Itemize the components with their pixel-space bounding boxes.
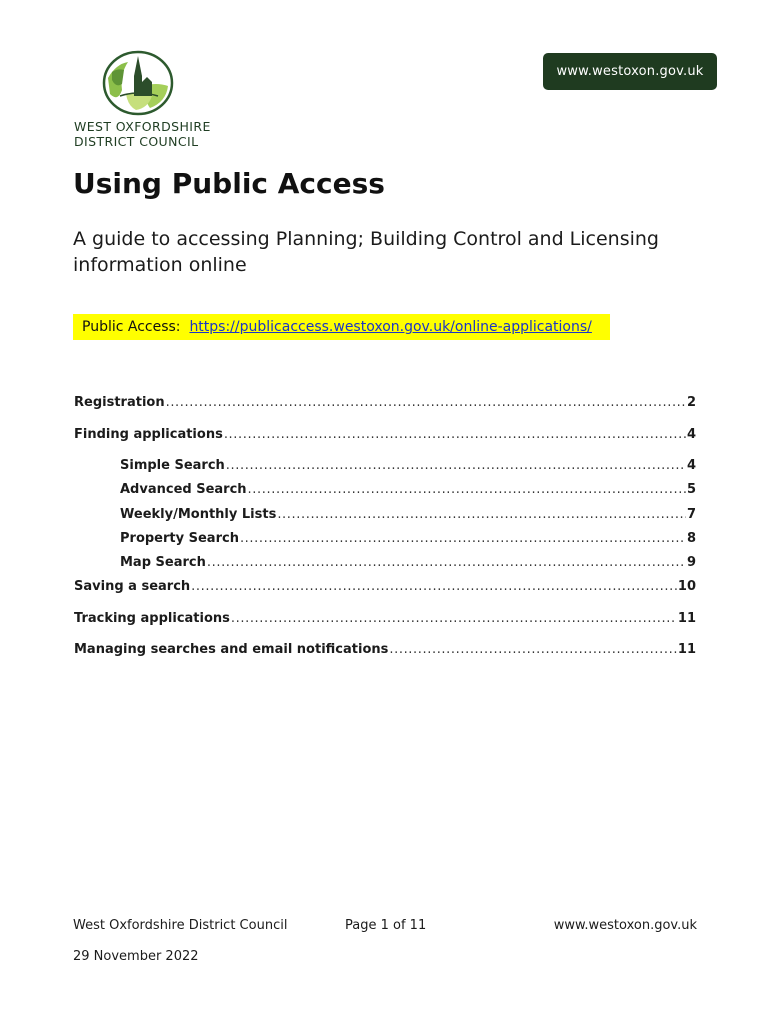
toc-entry[interactable]: [120, 554, 696, 572]
toc-entry-title: Tracking applications: [74, 611, 230, 626]
toc-dot-leader: [166, 394, 686, 412]
toc-entry-page: 8: [686, 531, 696, 546]
footer-website: www.westoxon.gov.uk: [553, 918, 697, 933]
toc-entry[interactable]: [120, 481, 696, 499]
logo-line-2: DISTRICT COUNCIL: [74, 134, 199, 149]
church-landscape-emblem-icon: [98, 50, 178, 116]
toc-entry-page: 2: [686, 395, 696, 410]
toc-dot-leader: [191, 578, 677, 596]
toc-entry-title: Simple Search: [120, 458, 225, 473]
toc-entry[interactable]: [120, 457, 696, 475]
toc-dot-leader: [207, 554, 686, 572]
council-logo: [72, 50, 212, 156]
public-access-link[interactable]: https://publicaccess.westoxon.gov.uk/online-applications/: [189, 319, 592, 335]
document-title: Using Public Access: [73, 167, 385, 200]
toc-dot-leader: [240, 530, 686, 548]
public-access-highlight: [73, 314, 610, 340]
toc-entry[interactable]: [120, 530, 696, 548]
toc-entry-page: 9: [686, 555, 696, 570]
toc-entry[interactable]: [74, 394, 696, 412]
logo-line-1: WEST OXFORDSHIRE: [74, 119, 211, 134]
toc-entry[interactable]: [74, 426, 696, 444]
toc-entry-page: 7: [686, 507, 696, 522]
toc-dot-leader: [389, 641, 677, 659]
toc-dot-leader: [231, 610, 677, 628]
toc-entry[interactable]: [74, 641, 696, 659]
toc-entry[interactable]: [74, 610, 696, 628]
toc-entry-title: Finding applications: [74, 427, 223, 442]
toc-entry-page: 4: [686, 458, 696, 473]
toc-entry-title: Advanced Search: [120, 482, 247, 497]
toc-dot-leader: [224, 426, 686, 444]
footer-date: 29 November 2022: [73, 949, 199, 964]
page-footer: [73, 916, 697, 936]
toc-entry-page: 11: [677, 642, 696, 657]
footer-page-number: Page 1 of 11: [345, 918, 427, 933]
toc-entry-title: Saving a search: [74, 579, 191, 594]
document-subtitle: A guide to accessing Planning; Building Control and Licensing information online: [73, 228, 659, 276]
website-badge-link[interactable]: www.westoxon.gov.uk: [543, 53, 717, 90]
toc-dot-leader: [226, 457, 686, 475]
public-access-label: Public Access:: [82, 319, 181, 335]
toc-dot-leader: [248, 481, 686, 499]
footer-organisation: West Oxfordshire District Council: [73, 918, 288, 933]
toc-entry[interactable]: [120, 506, 696, 524]
toc-entry-page: 10: [677, 579, 696, 594]
toc-entry-page: 4: [686, 427, 696, 442]
toc-entry-title: Map Search: [120, 555, 206, 570]
toc-entry-title: Weekly/Monthly Lists: [120, 507, 277, 522]
toc-entry[interactable]: [74, 578, 696, 596]
toc-dot-leader: [277, 506, 686, 524]
toc-entry-title: Managing searches and email notifications: [74, 642, 389, 657]
toc-entry-page: 5: [686, 482, 696, 497]
toc-entry-title: Property Search: [120, 531, 239, 546]
council-logo-text: [74, 119, 211, 149]
toc-entry-title: Registration: [74, 395, 165, 410]
toc-entry-page: 11: [677, 611, 696, 626]
